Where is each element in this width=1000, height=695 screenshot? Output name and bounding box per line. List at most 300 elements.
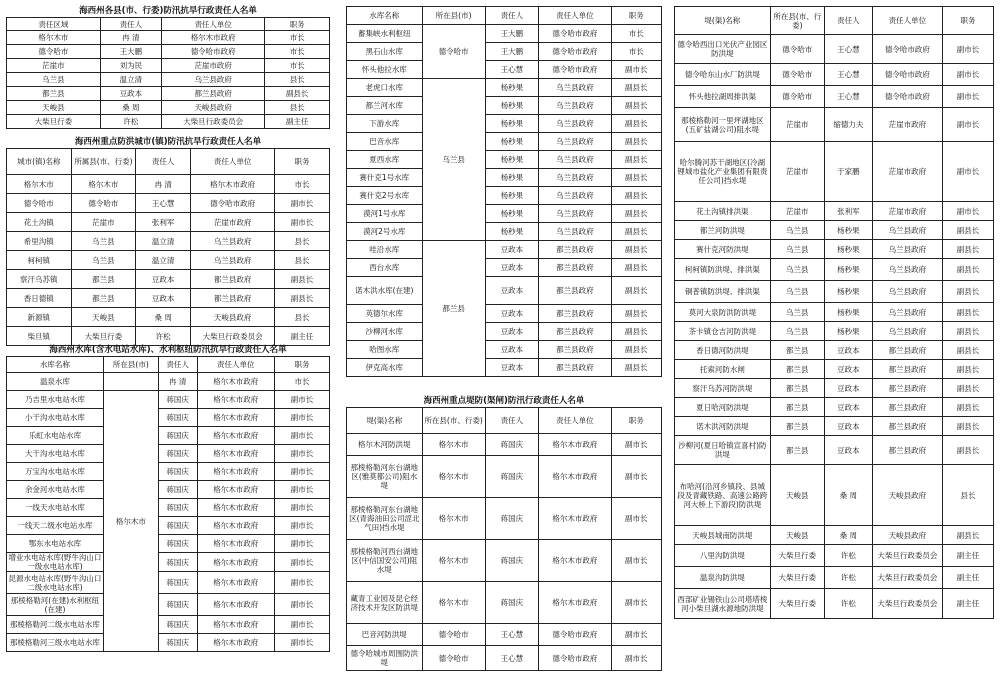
table-cell: 托索河防水闸 [675,360,771,379]
table-cell: 乌兰县政府 [191,232,275,251]
table-cell: 藏青工业园及昆仑经济技术开发区防洪堤 [347,582,423,624]
table-cell: 茫崖市政府 [872,142,942,202]
table-cell: 副市长 [275,481,330,499]
table-cell: 茫崖市 [71,213,136,232]
table-row [7,73,330,87]
table-cell: 副市长 [275,213,330,232]
table-cell: 巴音河防洪堤 [347,624,423,646]
table-cell: 茫崖市政府 [872,202,942,221]
table-cell: 乌兰县政府 [539,133,611,151]
table-cell: 德令哈市政府 [162,45,265,59]
table-cell: 副县长 [942,259,993,281]
table-cell: 杨秒果 [824,259,872,281]
table-cell: 副县长 [942,303,993,322]
table-cell: 铜普镇防洪堤、排洪渠 [675,281,771,303]
table-row [347,115,662,133]
table-row [347,540,662,582]
table-cell: 杨秒果 [824,221,872,240]
table-cell: 格尔木市 [422,498,485,540]
table-cell: 温立清 [136,251,191,270]
table-cell: 副市长 [275,463,330,481]
table-cell: 杨秒果 [485,97,539,115]
dike-table-a [346,407,662,671]
table-row [347,259,662,277]
col-header: 所属县(市、行委) [71,149,136,175]
table-cell: 德令哈市 [7,45,101,59]
table-cell: 副县长 [611,241,661,259]
table-cell: 豆政本 [824,398,872,417]
col-header: 职务 [611,408,661,434]
table-cell: 格尔木市 [7,175,72,194]
table-cell: 副市长 [275,194,330,213]
table-cell: 副市长 [942,86,993,108]
table-cell: 豆政本 [485,359,539,377]
table-cell: 格尔木市 [7,31,101,45]
table-cell: 伊克高水库 [347,359,423,377]
table-cell: 县长 [265,73,330,87]
table-cell: 格尔木市政府 [191,175,275,194]
table-cell: 柯柯镇防洪堤、排洪渠 [675,259,771,281]
table-cell: 乌兰县 [7,73,101,87]
table-cell: 德令哈市政府 [539,25,611,43]
table-header-row [675,7,994,35]
table-cell: 乃吉里水电站水库 [7,391,104,409]
table-cell: 新源镇 [7,308,72,327]
col-header: 所在县(市、行委) [422,408,485,434]
table-cell: 大柴旦行政委员会 [872,589,942,619]
table-cell: 都兰县政府 [872,341,942,360]
table-row [7,373,330,391]
table-row [347,25,662,43]
table-cell: 乌兰县政府 [872,221,942,240]
table-row [347,305,662,323]
table-cell: 德令哈市 [71,194,136,213]
table-cell: 都兰县 [770,341,824,360]
table-cell: 都兰县政府 [872,398,942,417]
table-cell: 哇沿水库 [347,241,423,259]
table-cell: 那棱格勒河西台湖地区(中信国安公司)阻水堤 [347,540,423,582]
reservoir-section-a [6,345,330,652]
table-cell: 格尔木市政府 [197,463,275,481]
table-cell: 都兰县政府 [872,360,942,379]
table-row [347,43,662,61]
table-cell: 副市长 [611,540,661,582]
dike-section-a [346,396,662,671]
table-row [7,115,330,129]
col-header: 所在县(市) [422,7,485,25]
table-cell: 豆政本 [485,323,539,341]
table-cell: 万宝沟水电站水库 [7,463,104,481]
col-header: 职务 [275,357,330,373]
table-cell: 蒋国庆 [158,572,197,594]
col-header: 责任人单位 [162,18,265,31]
city-table-title: 海西州重点防洪城市(镇)防汛抗旱行政责任人名单 [74,137,262,147]
table-cell: 西台水库 [347,259,423,277]
table-cell: 德令哈市 [7,194,72,213]
table-cell: 都兰县政府 [539,277,611,305]
table-cell: 王心慧 [824,35,872,64]
table-cell: 县长 [265,101,330,115]
table-cell: 蒋国庆 [158,445,197,463]
table-cell: 蒋国庆 [158,553,197,572]
table-cell: 格尔木市政府 [197,427,275,445]
table-cell: 乌兰县 [770,322,824,341]
table-row [7,463,330,481]
table-cell: 沙柳河水库 [347,323,423,341]
table-cell: 一线天水电站水库 [7,499,104,517]
table-row [7,553,330,572]
table-cell: 格尔木市政府 [539,456,611,498]
table-cell: 天峻县政府 [191,308,275,327]
table-row [7,481,330,499]
table-row [7,59,330,73]
table-row [675,86,994,108]
table-cell: 英德尔水库 [347,305,423,323]
table-cell: 副市长 [611,498,661,540]
table-cell: 副县长 [611,305,661,323]
table-cell: 乐虹水电站水库 [7,427,104,445]
table-cell: 都兰县 [770,379,824,398]
table-cell: 杨秒果 [485,115,539,133]
table-cell: 王心慧 [824,86,872,108]
table-cell: 大柴旦行委 [71,327,136,346]
table-cell: 德令哈市 [422,646,485,671]
table-cell: 哈图水库 [347,341,423,359]
table-cell: 那棱格勒河(在建)水利枢纽(在建) [7,594,104,616]
table-cell: 格尔木市政府 [197,616,275,634]
reservoir-section-b [346,6,662,377]
table-cell: 市长 [265,31,330,45]
table-cell: 乌兰县政府 [872,259,942,281]
table-cell: 副市长 [611,434,661,456]
table-cell: 那棱格勒河东台湖地区(雅莫都公司)阻水堤 [347,456,423,498]
table-cell: 副市长 [942,108,993,142]
table-cell: 都兰河防洪堤 [675,221,771,240]
table-cell: 杨秒果 [485,151,539,169]
table-row [347,498,662,540]
table-row [675,202,994,221]
table-cell: 副市长 [275,572,330,594]
col-header: 责任人单位 [197,357,275,373]
table-cell: 德令哈市 [770,86,824,108]
table-cell: 怀头他拉湖周排洪渠 [675,86,771,108]
table-cell: 杨秒果 [485,79,539,97]
col-header: 责任人 [136,149,191,175]
table-cell: 天峻县 [71,308,136,327]
table-cell: 豆政本 [824,436,872,465]
col-header: 水库名称 [347,7,423,25]
table-cell: 许松 [824,567,872,589]
table-cell: 都兰河水库 [347,97,423,115]
table-cell: 那棱格勒河一里坪湖地区(五矿盐湖公司)阻水堤 [675,108,771,142]
table-cell: 那棱格勒河二级水电站水库 [7,616,104,634]
table-cell: 副主任 [942,589,993,619]
table-cell: 大柴旦行委 [770,589,824,619]
table-cell: 漠河1号水库 [347,205,423,223]
table-cell: 蒋国庆 [158,517,197,535]
table-cell: 张利军 [824,202,872,221]
table-cell: 都兰县 [71,270,136,289]
table-cell: 副县长 [611,359,661,377]
table-cell: 柯柯镇 [7,251,72,270]
table-row [347,151,662,169]
table-cell: 格尔木市政府 [539,540,611,582]
table-cell: 格尔木市政府 [197,517,275,535]
table-cell: 蓄集峡水利枢纽 [347,25,423,43]
col-header: 责任人单位 [191,149,275,175]
table-row [347,79,662,97]
table-cell: 乌兰县 [770,281,824,303]
table-cell: 市长 [275,175,330,194]
table-cell: 大柴旦行政委员会 [872,545,942,567]
table-cell: 茶卡镇仓吉河防洪堤 [675,322,771,341]
table-cell: 刘为民 [100,59,161,73]
table-cell: 王心慧 [824,64,872,86]
table-cell: 乌兰县政府 [872,322,942,341]
table-row [7,445,330,463]
table-row [347,624,662,646]
col-header: 所在县(市、行委) [770,7,824,35]
table-cell: 都兰县政府 [872,436,942,465]
table-cell [103,373,158,391]
table-row [675,589,994,619]
table-cell: 温泉沟防洪堤 [675,567,771,589]
table-cell: 豆政本 [824,341,872,360]
table-cell: 豆政本 [485,305,539,323]
table-cell: 格尔木市 [103,391,158,652]
table-row [347,582,662,624]
table-cell: 蒋国庆 [485,434,539,456]
table-cell: 王心慧 [485,646,539,671]
table-cell: 天峻县 [770,526,824,545]
table-row [347,205,662,223]
table-cell: 赛什克河防洪堤 [675,240,771,259]
table-row [675,545,994,567]
dike-table-title: 海西州重点堤防(渠闸)防汛行政责任人名单 [423,396,585,406]
table-cell: 德令哈市政府 [539,624,611,646]
table-cell: 都兰县 [770,398,824,417]
table-cell: 德令哈市政府 [539,646,611,671]
table-row [7,45,330,59]
table-cell: 茫崖市政府 [191,213,275,232]
table-cell: 茫崖市政府 [162,59,265,73]
table-cell: 大柴旦行政委员会 [162,115,265,129]
table-cell: 茫崖市 [770,108,824,142]
table-cell: 巴音水库 [347,133,423,151]
table-row [347,434,662,456]
table-header-row [347,408,662,434]
table-cell: 副县长 [611,79,661,97]
table-cell: 副市长 [275,535,330,553]
table-cell: 豆政本 [136,270,191,289]
table-cell: 副县长 [942,526,993,545]
table-cell: 许松 [824,545,872,567]
table-cell: 余金河水电站水库 [7,481,104,499]
table-row [7,594,330,616]
table-cell: 蒋国庆 [158,481,197,499]
table-row [347,187,662,205]
table-cell: 乌兰县政府 [539,79,611,97]
table-cell: 格尔木市 [422,434,485,456]
table-cell: 副县长 [942,436,993,465]
table-row [7,517,330,535]
table-cell: 副县长 [611,97,661,115]
table-row [7,572,330,594]
table-cell: 都兰县政府 [539,241,611,259]
table-row [347,61,662,79]
table-cell: 杨秒果 [824,281,872,303]
table-cell: 怀头他拉水库 [347,61,423,79]
table-cell: 乌兰县 [71,251,136,270]
table-cell: 天峻县政府 [162,101,265,115]
table-cell: 市长 [265,45,330,59]
table-cell: 蒋国庆 [485,582,539,624]
table-row [7,327,330,346]
table-cell: 蒋国庆 [158,634,197,652]
table-cell: 桑 周 [100,101,161,115]
table-cell: 乌兰县政府 [872,303,942,322]
table-cell: 格尔木市 [71,175,136,194]
table-cell: 副县长 [942,281,993,303]
table-cell: 蒋国庆 [158,463,197,481]
col-header: 责任人 [824,7,872,35]
col-header: 职务 [265,18,330,31]
table-cell: 副县长 [611,223,661,241]
col-header: 责任区域 [7,18,101,31]
table-cell: 杨秒果 [824,303,872,322]
table-cell: 乌兰县政府 [539,169,611,187]
table-cell: 德令哈西出口光伏产业园区防洪堤 [675,35,771,64]
table-cell: 花土沟镇 [7,213,72,232]
table-cell: 副县长 [265,87,330,101]
table-cell: 小干沟水电站水库 [7,409,104,427]
table-row [347,133,662,151]
table-cell: 乌兰县 [770,259,824,281]
table-row [7,194,330,213]
table-row [347,277,662,305]
table-cell: 大柴旦行委 [7,115,101,129]
table-cell: 副市长 [942,142,993,202]
table-cell: 黑石山水库 [347,43,423,61]
table-row [675,567,994,589]
table-cell: 德令哈城市周围防洪堤 [347,646,423,671]
table-cell: 都兰县政府 [191,289,275,308]
table-cell: 都兰县政府 [539,305,611,323]
table-cell: 乌兰县 [770,240,824,259]
table-cell: 香日德河防洪堤 [675,341,771,360]
table-cell: 王心慧 [485,61,539,79]
table-cell: 都兰县政府 [539,323,611,341]
table-cell: 杨秒果 [485,169,539,187]
table-cell: 天峻县城南防洪堤 [675,526,771,545]
col-header: 责任人 [485,408,539,434]
table-cell: 杨秒果 [485,205,539,223]
table-cell: 县长 [942,465,993,526]
table-row [7,634,330,652]
table-cell: 都兰县 [422,241,485,377]
table-cell: 缩德力夫 [824,108,872,142]
table-cell: 都兰县 [71,289,136,308]
table-cell: 副主任 [275,327,330,346]
table-cell: 副主任 [942,545,993,567]
table-cell: 都兰县政府 [872,379,942,398]
table-cell: 温立清 [100,73,161,87]
table-cell: 察汗乌苏河防洪堤 [675,379,771,398]
table-cell: 大柴旦行政委员会 [191,327,275,346]
table-cell: 副县长 [275,289,330,308]
col-header: 堤(渠)名称 [675,7,771,35]
table-row [675,379,994,398]
table-cell: 乌兰县 [71,232,136,251]
table-row [675,281,994,303]
table-cell: 格尔木市政府 [197,634,275,652]
table-cell: 副县长 [611,187,661,205]
table-cell: 王大鹏 [485,25,539,43]
table-cell: 香日德镇 [7,289,72,308]
table-row [347,97,662,115]
table-cell: 蒋国庆 [158,616,197,634]
table-cell: 德令哈市政府 [872,64,942,86]
table-cell: 察汗乌苏镇 [7,270,72,289]
table-row [675,35,994,64]
table-cell: 于家鹏 [824,142,872,202]
table-cell: 副市长 [611,582,661,624]
table-row [675,240,994,259]
table-cell: 副市长 [942,35,993,64]
table-cell: 张利军 [136,213,191,232]
table-cell: 副市长 [275,445,330,463]
table-cell: 格尔木市 [422,540,485,582]
table-cell: 副市长 [275,499,330,517]
table-cell: 乌兰县 [422,79,485,241]
table-cell: 副市长 [611,61,661,79]
col-header: 责任人 [158,357,197,373]
table-row [675,398,994,417]
table-row [675,303,994,322]
table-cell: 副主任 [942,567,993,589]
table-row [7,232,330,251]
city-flood-section [6,137,330,346]
table-cell: 乌兰县政府 [191,251,275,270]
table-cell: 县长 [275,251,330,270]
table-row [347,341,662,359]
table-cell: 王大鹏 [485,43,539,61]
table-cell: 副市长 [275,553,330,572]
table-row [675,322,994,341]
table-cell: 冉 清 [100,31,161,45]
table-cell: 德令哈市 [770,64,824,86]
table-cell: 豆政本 [485,341,539,359]
table-cell: 乌兰县政府 [539,187,611,205]
table-cell: 副县长 [942,221,993,240]
table-cell: 豆政本 [824,360,872,379]
table-cell: 温泉水库 [7,373,104,391]
table-header-row [7,18,330,31]
table-row [347,323,662,341]
table-cell: 都兰县 [770,436,824,465]
table-cell: 乌兰县 [770,221,824,240]
table-cell: 市长 [611,25,661,43]
table-cell: 都兰县政府 [872,417,942,436]
table-cell: 大干沟水电站水库 [7,445,104,463]
table-cell: 乌兰县政府 [539,97,611,115]
table-cell: 副县长 [942,322,993,341]
table-cell: 副县长 [942,360,993,379]
table-cell: 夏日哈河防洪堤 [675,398,771,417]
table-cell: 蒋国庆 [158,499,197,517]
table-cell: 副市长 [275,391,330,409]
table-cell: 副县长 [942,417,993,436]
